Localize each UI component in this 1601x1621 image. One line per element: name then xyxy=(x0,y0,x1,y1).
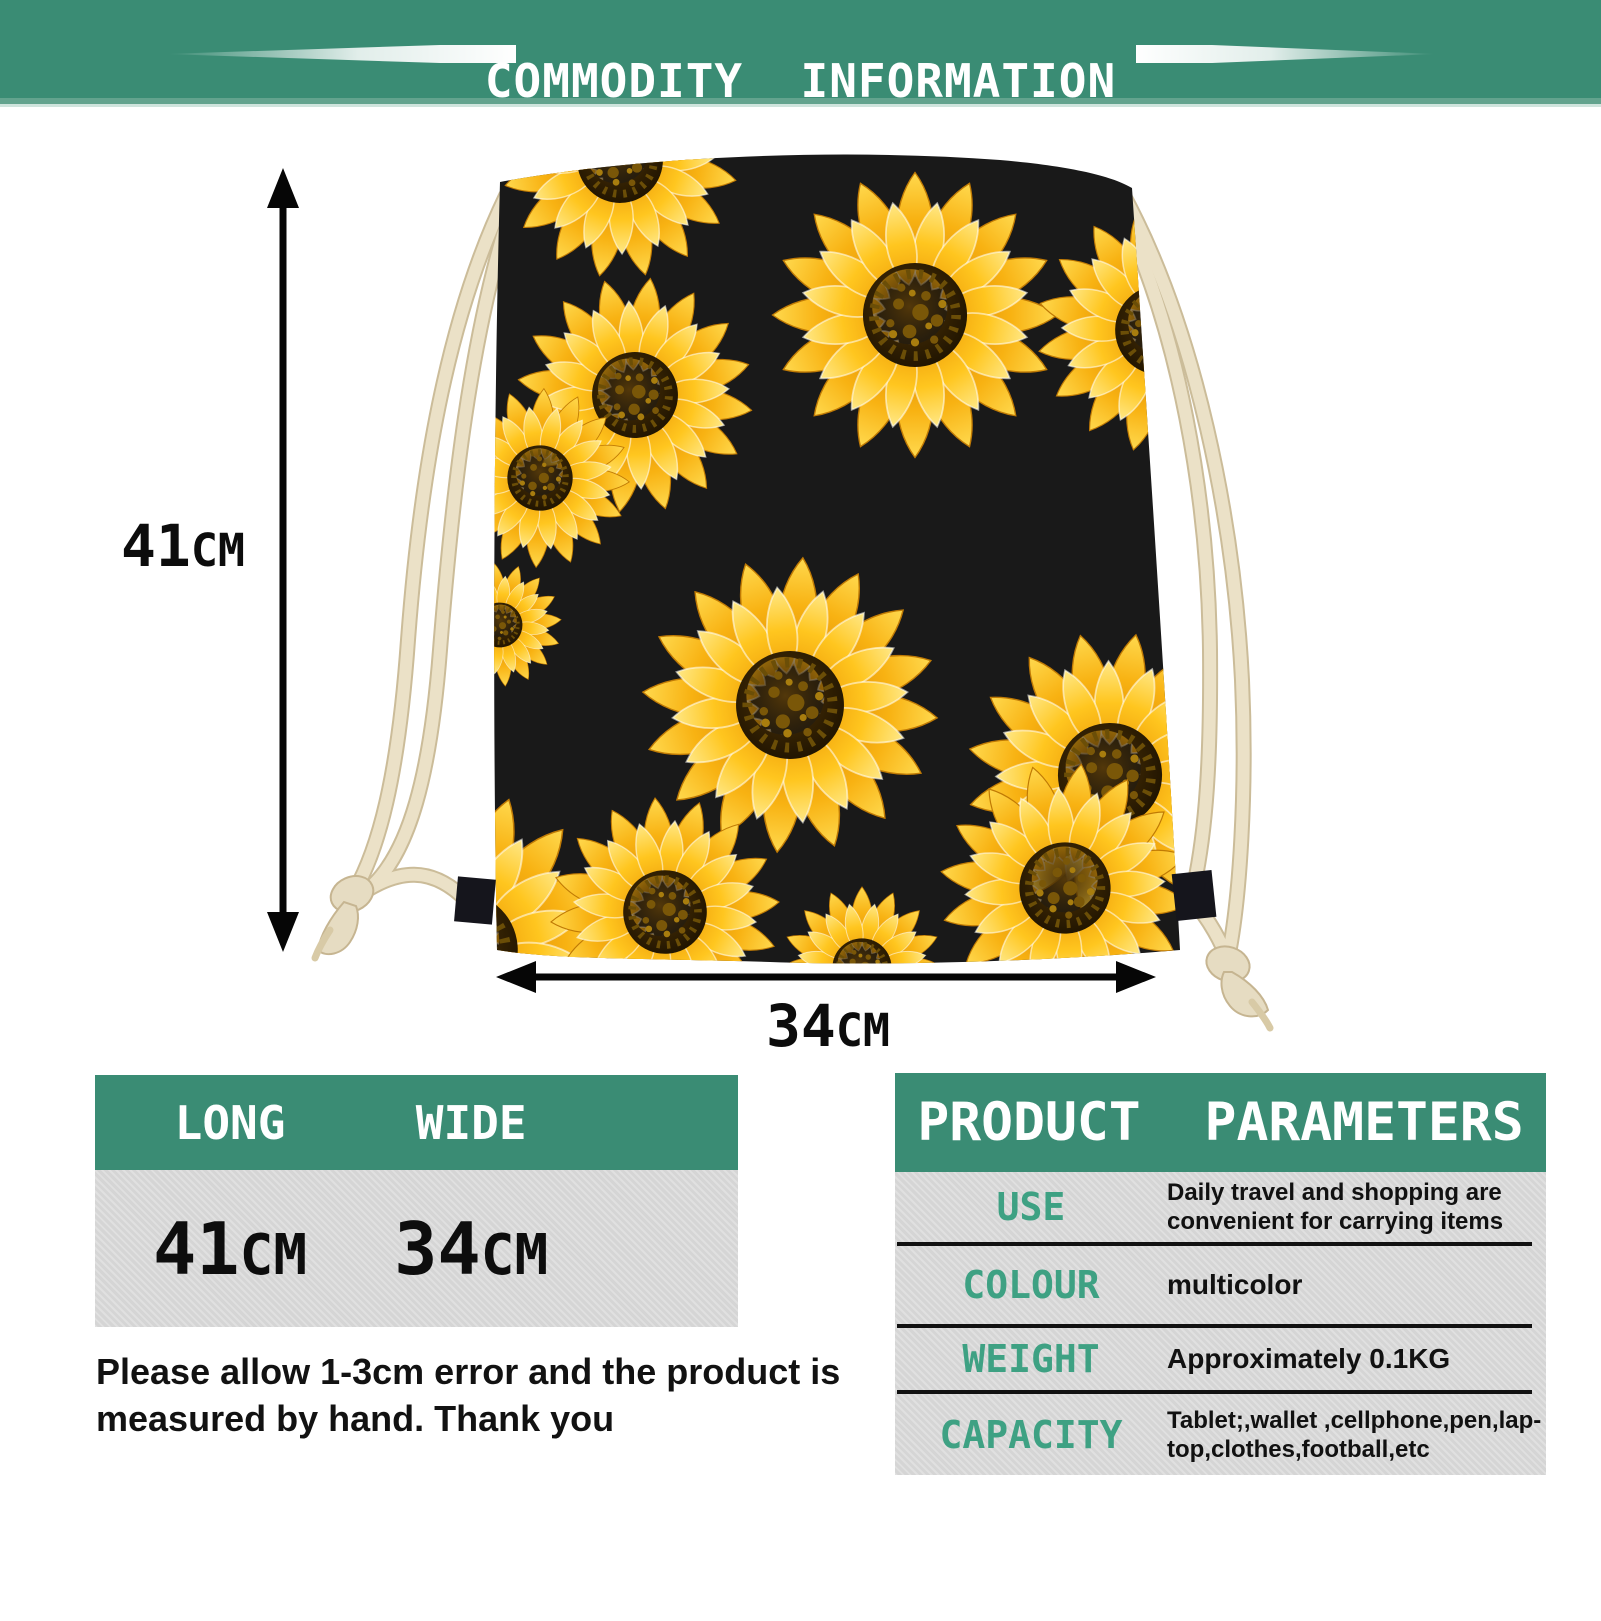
height-value: 41 xyxy=(120,512,191,580)
product-parameters-body xyxy=(895,1172,1546,1475)
size-table-values xyxy=(95,1170,738,1327)
rope-tassel-left xyxy=(315,870,379,958)
drawstring-left xyxy=(315,196,514,958)
size-table-header xyxy=(95,1075,738,1170)
param-label-weight: WEIGHT xyxy=(962,1337,1100,1381)
size-table-header-wide: WIDE xyxy=(415,1095,527,1150)
bag-tab-left xyxy=(454,876,496,924)
rope-tassel-right xyxy=(1202,941,1270,1028)
param-row-weight xyxy=(895,1328,1546,1390)
bag-tab-right xyxy=(1172,870,1217,921)
size-table xyxy=(95,1075,738,1327)
product-parameters-title: PRODUCT PARAMETERS xyxy=(895,1073,1546,1172)
product-parameters-table xyxy=(895,1073,1546,1475)
param-row-capacity xyxy=(895,1394,1546,1475)
measurement-note-line1: Please allow 1-3cm error and the product is xyxy=(96,1351,841,1392)
param-label-use: USE xyxy=(996,1185,1066,1229)
measurement-note-line2: measured by hand. Thank you xyxy=(96,1398,615,1439)
size-table-long-value: 41CM xyxy=(152,1206,308,1291)
param-row-use xyxy=(895,1172,1546,1242)
width-value: 34 xyxy=(765,992,836,1060)
param-value-colour: multicolor xyxy=(1167,1269,1303,1301)
param-value-weight: Approximately 0.1KG xyxy=(1167,1343,1451,1375)
param-value-use: Daily travel and shopping are convenient for carrying items xyxy=(1167,1179,1504,1235)
width-arrow xyxy=(496,961,1156,993)
param-value-capacity: Tablet;,wallet ,cellphone,pen,lap- top,clothes,football,etc xyxy=(1167,1406,1542,1463)
height-arrow xyxy=(267,168,299,952)
measurement-note xyxy=(96,1348,841,1442)
banner-title: COMMODITY INFORMATION xyxy=(484,53,1117,108)
width-dimension-label xyxy=(728,992,928,1060)
param-label-capacity: CAPACITY xyxy=(939,1412,1123,1457)
height-dimension-label xyxy=(98,512,268,580)
size-table-header-long: LONG xyxy=(174,1095,286,1150)
size-table-wide-value: 34CM xyxy=(394,1206,549,1291)
height-unit: CM xyxy=(190,524,246,577)
width-unit: CM xyxy=(835,1004,891,1057)
param-row-colour xyxy=(895,1246,1546,1324)
param-label-colour: COLOUR xyxy=(962,1263,1100,1307)
